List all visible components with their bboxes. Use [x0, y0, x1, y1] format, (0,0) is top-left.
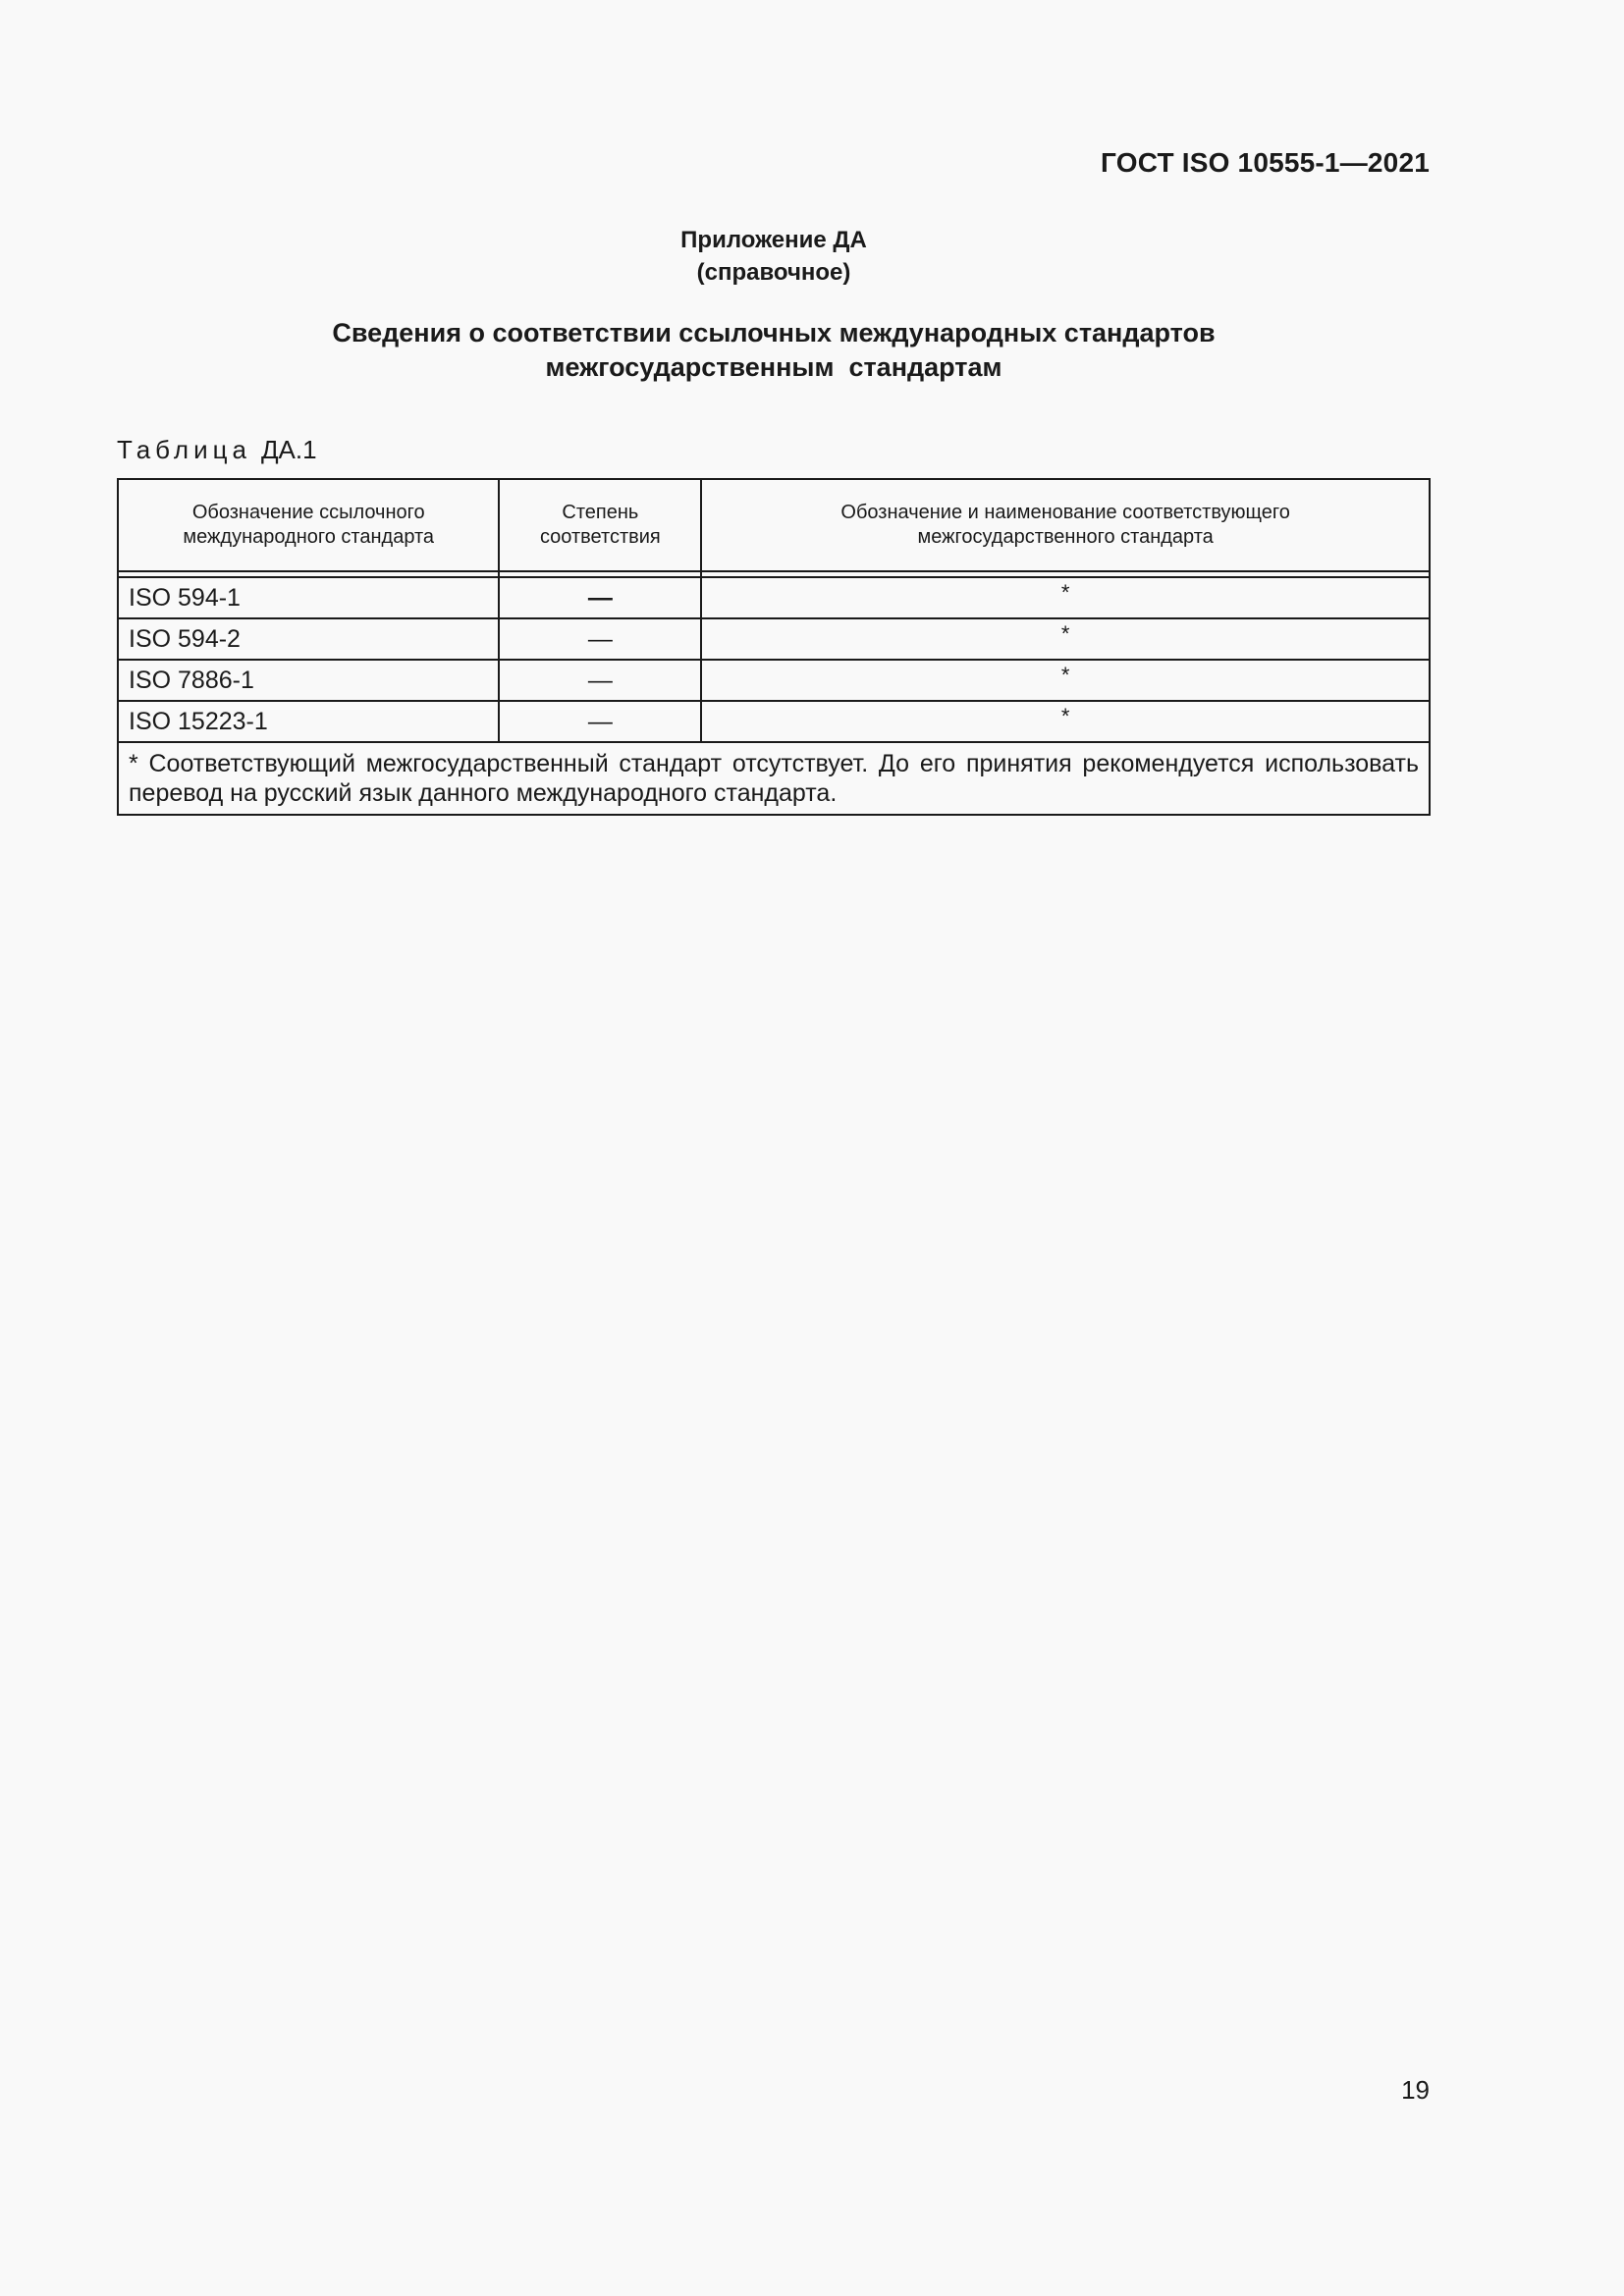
table-row — [118, 577, 1430, 618]
table-header-row — [118, 479, 1430, 571]
table-caption-id: ДА.1 — [260, 435, 317, 464]
document-code: ГОСТ ISO 10555-1—2021 — [1101, 147, 1430, 178]
header-degree-of-correspondence: Степень соответствия — [499, 479, 701, 571]
appendix-subtitle: (справочное) — [696, 259, 851, 286]
header-interstate-standard: Обозначение и наименование соответствующего межгосударственного стандарта — [701, 479, 1430, 571]
cell-standard-code: ISO 7886-1 — [118, 660, 499, 701]
appendix-title: Приложение ДА — [680, 227, 867, 253]
cell-degree: — — [499, 618, 701, 660]
cell-standard-code: ISO 594-2 — [118, 618, 499, 660]
cell-standard-code: ISO 15223-1 — [118, 701, 499, 742]
correspondence-table — [117, 478, 1431, 816]
cell-degree: — — [499, 577, 701, 618]
cell-interstate-standard: * — [701, 577, 1430, 618]
section-title — [0, 316, 1547, 385]
section-title-line-1: Сведения о соответствии ссылочных международных стандартов — [332, 318, 1216, 347]
header-international-standard: Обозначение ссылочного международного стандарта — [118, 479, 499, 571]
table-row — [118, 660, 1430, 701]
table-caption-word: Таблица — [117, 435, 251, 464]
cell-standard-code: ISO 594-1 — [118, 577, 499, 618]
section-title-line-2: межгосударственным стандартам — [545, 352, 1002, 382]
cell-interstate-standard: * — [701, 701, 1430, 742]
page-number: 19 — [1401, 2075, 1430, 2105]
cell-degree: — — [499, 660, 701, 701]
table-caption — [117, 435, 317, 465]
cell-interstate-standard: * — [701, 618, 1430, 660]
appendix-heading — [0, 224, 1547, 289]
table-row — [118, 618, 1430, 660]
cell-degree: — — [499, 701, 701, 742]
cell-interstate-standard: * — [701, 660, 1430, 701]
table-footnote-row — [118, 742, 1430, 815]
table-row — [118, 701, 1430, 742]
table-footnote: * Соответствующий межгосударственный стандарт отсутствует. До его принятия рекомендуется использовать перевод на русский язык данного международного стандарта. — [118, 742, 1430, 815]
